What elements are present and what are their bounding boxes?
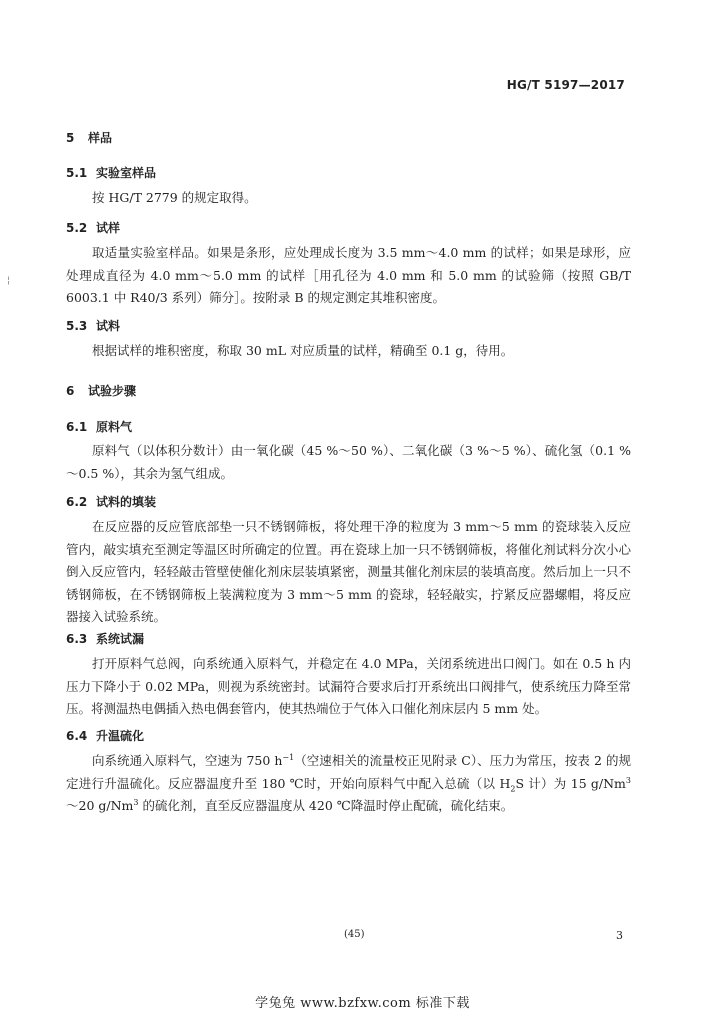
clause-number: 5.2 [66, 221, 88, 235]
section-number: 6 [66, 384, 75, 398]
clause-5-3-text: 根据试样的堆积密度，称取 30 mL 对应质量的试样，精确至 0.1 g，待用。 [92, 343, 514, 358]
clause-title: 试料 [96, 319, 121, 333]
clause-6-2-heading [66, 493, 156, 510]
clause-title: 系统试漏 [96, 632, 145, 646]
clause-number: 6.4 [66, 729, 88, 743]
clause-title: 试料的填装 [96, 495, 157, 509]
clause-number: 6.3 [66, 632, 88, 646]
page-number: 3 [616, 929, 623, 942]
page-counter: (45) [344, 929, 365, 940]
clause-title: 实验室样品 [96, 166, 157, 180]
superscript: 3 [133, 797, 139, 807]
subscript: 2 [510, 784, 516, 793]
text-fragment: 向系统通入原料气，空速为 750 h [92, 753, 283, 768]
section-number: 5 [66, 131, 75, 145]
clause-number: 6.2 [66, 495, 88, 509]
clause-number: 6.1 [66, 420, 88, 434]
clause-number: 5.1 [66, 166, 88, 180]
clause-title: 试样 [96, 221, 121, 235]
clause-6-1-text: 原料气（以体积分数计）由一氧化碳（45 %～50 %）、二氧化碳（3 %～5 %）、硫化氢（0.1 %～0.5 %），其余为氢气组成。 [66, 443, 631, 481]
margin-mark: ¦ [7, 276, 11, 286]
section-title: 试验步骤 [88, 384, 137, 398]
clause-5-3-heading [66, 317, 120, 334]
text-fragment: （空速相关的流量校正见附录 C）、压力为常压，按表 2 的规定进行升温硫化。反应器温度升至 180 ℃时，开始向原料气中配入总硫（以 H [66, 753, 631, 791]
superscript: 3 [625, 775, 631, 785]
clause-5-1-text: 按 HG/T 2779 的规定取得。 [92, 190, 257, 205]
footer-watermark: 学兔兔 www.bzfxw.com 标准下载 [255, 996, 470, 1011]
clause-title: 原料气 [96, 420, 133, 434]
clause-6-2-text: 在反应器的反应管底部垫一只不锈钢筛板，将处理干净的粒度为 3 mm～5 mm 的瓷球装入反应管内，敲实填充至测定等温区时所确定的位置。再在瓷球上加一只不锈钢筛板，将催化剂试料分次小心倒入反应管内，轻轻敲击管壁使催化剂床层装填紧密，测量其催化剂床层的装填高度。然后加上一只不锈钢筛板，在不锈钢筛板上装满粒度为 3 mm～5 mm 的瓷球，轻轻敲实，拧紧反应器螺帽，将反应器接入试验系统。 [66, 519, 631, 624]
clause-6-1-heading [66, 418, 132, 435]
text-fragment: 的硫化剂，直至反应器温度从 420 ℃降温时停止配硫，硫化结束。 [138, 798, 514, 813]
section-5-heading [66, 129, 112, 146]
text-fragment: ～20 g/Nm [66, 798, 134, 813]
standard-code: HG/T 5197—2017 [506, 78, 625, 92]
clause-5-2-heading [66, 219, 120, 236]
clause-5-2-text: 取适量实验室样品。如果是条形，应处理成长度为 3.5 mm～4.0 mm 的试样；如果是球形，应处理成直径为 4.0 mm～5.0 mm 的试样［用孔径为 4.0 mm 和 5.0 mm 的试验筛（按照 GB/T 6003.1 中 R40/3 系列）筛分］。按附录 B 的规定测定其堆积密度。 [66, 245, 631, 305]
section-6-heading [66, 382, 136, 399]
clause-6-3-text: 打开原料气总阀，向系统通入原料气，并稳定在 4.0 MPa，关闭系统进出口阀门。如在 0.5 h 内压力下降小于 0.02 MPa，则视为系统密封。试漏符合要求后打开系统出口阀排气，使系统压力降至常压。将测温热电偶插入热电偶套管内，使其热端位于气体入口催化剂床层内 5 mm 处。 [66, 656, 631, 716]
clause-number: 5.3 [66, 319, 88, 333]
clause-title: 升温硫化 [96, 729, 145, 743]
clause-6-4-text [66, 750, 631, 818]
clause-6-3-heading [66, 630, 144, 647]
clause-6-4-heading [66, 727, 144, 744]
section-title: 样品 [88, 131, 113, 145]
superscript: −1 [282, 752, 295, 762]
text-fragment: S 计）为 15 g/Nm [515, 775, 626, 791]
clause-5-1-heading [66, 164, 156, 181]
